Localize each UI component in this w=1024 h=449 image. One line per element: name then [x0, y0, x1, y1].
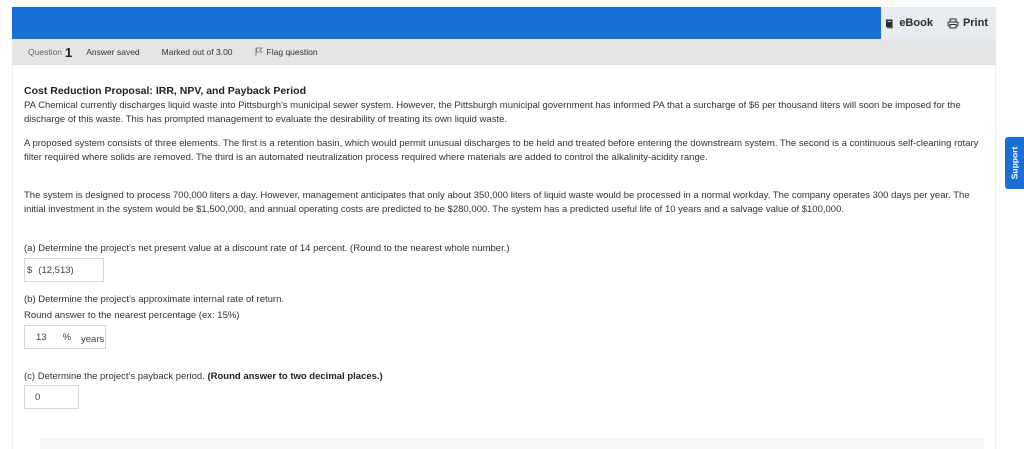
answer-status: Answer saved — [86, 47, 140, 57]
currency-symbol: $ — [27, 264, 33, 276]
book-icon — [884, 18, 895, 29]
part-a-prompt: (a) Determine the project's net present value at a discount rate of 14 percent. (Round to the nearest whole number.) — [24, 243, 510, 254]
npv-answer-value: (12,513) — [38, 264, 74, 276]
top-bar-actions — [881, 7, 996, 39]
question-label: Question — [28, 47, 63, 57]
problem-paragraph: PA Chemical currently discharges liquid waste into Pittsburgh's municipal sewer system. However, the Pittsburgh municipal government has informed PA that a surcharge of $6 per thousand liters will soon be imposed for the discharge of this waste. This has prompted management to evaluate the desirability of treating its own liquid waste. — [24, 100, 961, 125]
irr-answer-value: 13 — [36, 331, 47, 343]
payback-answer-value: 0 — [35, 391, 41, 403]
part-c-prompt-text: (c) Determine the project's payback period. — [24, 371, 208, 382]
part-b-prompt: (b) Determine the project's approximate internal rate of return. — [24, 294, 285, 305]
print-label: Print — [962, 17, 988, 29]
ebook-button[interactable] — [884, 17, 933, 29]
print-button[interactable] — [947, 17, 988, 29]
ebook-label: eBook — [899, 17, 933, 29]
top-bar — [12, 7, 996, 39]
question-content — [12, 65, 996, 449]
part-b-instruction: Round answer to the nearest percentage (ex: 15%) — [24, 310, 240, 321]
question-info-bar — [12, 39, 996, 65]
problem-title: Cost Reduction Proposal: IRR, NPV, and Payback Period — [24, 85, 307, 97]
support-tab[interactable] — [1005, 137, 1024, 189]
quiz-page — [12, 7, 996, 449]
problem-paragraph: A proposed system consists of three elements. The first is a retention basin, which would permit unusual discharges to be held and treated before entering the downstream system. The second is a continuous self-cleaning rotary filter required where solids are removed. The third is an automated neutralization process required where materials are added to control the alkalinity-acidity range. — [24, 138, 979, 163]
part-c-prompt — [24, 370, 383, 383]
problem-paragraph: The system is designed to process 700,000 liters a day. However, management anticipates that only about 350,000 liters of liquid waste would be processed in a normal workday. The company operates 300 days per year. The initial investment in the system would be $1,500,000, and annual operating costs are predicted to be $280,000. The system has a predicted useful life of 10 years and a salvage value of $100,000. — [24, 190, 970, 215]
npv-answer-field[interactable] — [24, 258, 104, 282]
question-marks: Marked out of 3.00 — [161, 47, 233, 57]
flag-question-button[interactable] — [255, 47, 318, 58]
years-unit: years — [81, 334, 105, 345]
question-number: 1 — [65, 44, 73, 60]
printer-icon — [947, 18, 959, 29]
flag-question-label: Flag question — [266, 47, 318, 57]
payback-answer-field[interactable] — [24, 385, 79, 409]
bottom-shadow — [40, 438, 984, 449]
support-label: Support — [1009, 146, 1020, 180]
part-c-rounding-note: (Round answer to two decimal places.) — [207, 371, 383, 382]
flag-icon — [255, 47, 263, 58]
percent-unit: % — [62, 331, 72, 343]
top-bar-banner — [12, 7, 881, 39]
